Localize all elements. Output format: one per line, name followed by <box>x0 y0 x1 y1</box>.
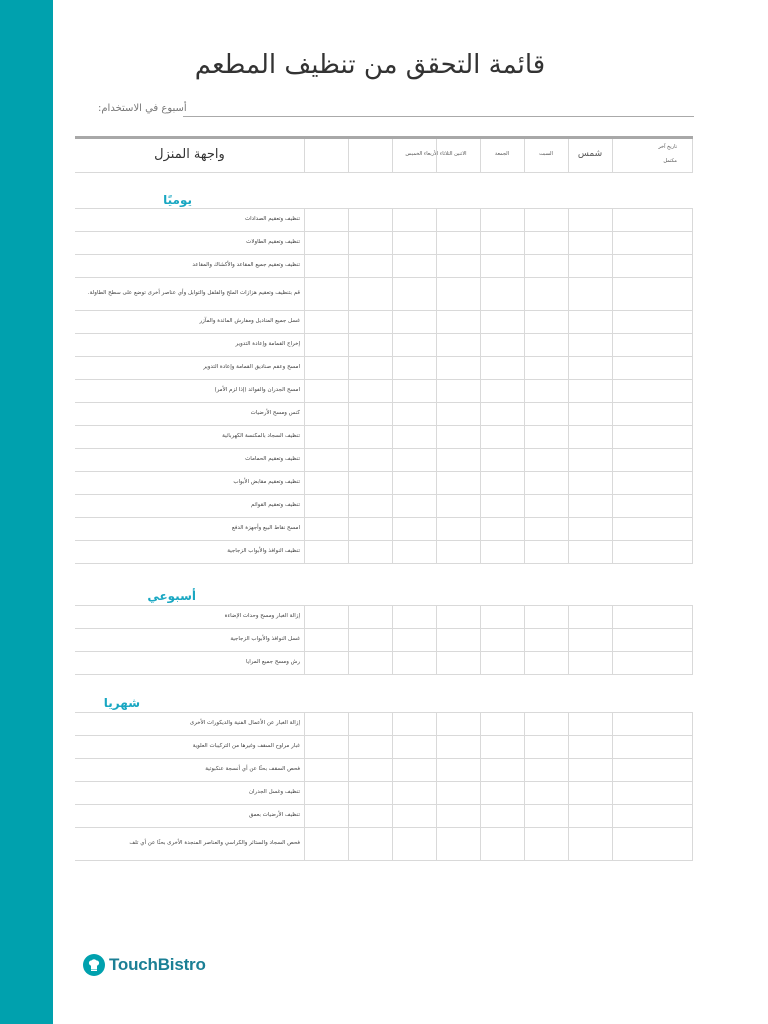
check-cell[interactable] <box>348 379 392 402</box>
check-cell[interactable] <box>524 402 568 425</box>
check-cell[interactable] <box>524 735 568 758</box>
check-cell[interactable] <box>568 310 612 333</box>
table-row <box>75 605 693 628</box>
check-cell[interactable] <box>304 517 348 540</box>
check-cell[interactable] <box>348 448 392 471</box>
check-cell[interactable] <box>436 827 480 860</box>
check-cell[interactable] <box>436 333 480 356</box>
check-cell[interactable] <box>392 712 436 735</box>
check-cell[interactable] <box>392 333 436 356</box>
task-label: تنظيف الأرضيات بعمق <box>248 811 300 818</box>
check-cell[interactable] <box>436 804 480 827</box>
date-complete-cell[interactable] <box>612 333 693 356</box>
check-cell[interactable] <box>568 471 612 494</box>
table-row <box>75 827 693 860</box>
check-cell[interactable] <box>436 379 480 402</box>
check-cell[interactable] <box>304 402 348 425</box>
row-divider <box>75 674 693 675</box>
task-label: غسل جميع المناديل ومفارش المائدة والمآزر <box>199 317 300 324</box>
check-cell[interactable] <box>304 804 348 827</box>
check-cell[interactable] <box>480 448 524 471</box>
check-cell[interactable] <box>480 402 524 425</box>
check-cell[interactable] <box>304 356 348 379</box>
task-label: امسح الجدران والفوائد (إذا لزم الأمر) <box>214 386 300 393</box>
check-cell[interactable] <box>524 758 568 781</box>
table-row <box>75 333 693 356</box>
check-cell[interactable] <box>436 540 480 563</box>
date-complete-cell[interactable] <box>612 605 693 628</box>
check-cell[interactable] <box>348 735 392 758</box>
check-cell[interactable] <box>524 712 568 735</box>
check-cell[interactable] <box>480 651 524 674</box>
header-cell <box>568 139 612 172</box>
check-cell[interactable] <box>568 231 612 254</box>
check-cell[interactable] <box>392 379 436 402</box>
check-cell[interactable] <box>480 517 524 540</box>
check-cell[interactable] <box>568 379 612 402</box>
checklist-grid <box>75 208 693 563</box>
check-cell[interactable] <box>524 379 568 402</box>
check-cell[interactable] <box>392 735 436 758</box>
check-cell[interactable] <box>392 448 436 471</box>
check-cell[interactable] <box>524 827 568 860</box>
check-cell[interactable] <box>480 494 524 517</box>
date-complete-cell[interactable] <box>612 231 693 254</box>
check-cell[interactable] <box>392 517 436 540</box>
check-cell[interactable] <box>392 781 436 804</box>
check-cell[interactable] <box>436 254 480 277</box>
check-cell[interactable] <box>436 356 480 379</box>
check-cell[interactable] <box>304 379 348 402</box>
check-cell[interactable] <box>348 827 392 860</box>
task-label: فحص السجاد والستائر والكراسي والعناصر المنجدة الأخرى بحثًا عن أي تلف <box>129 839 300 846</box>
date-complete-cell[interactable] <box>612 651 693 674</box>
logo-text: TouchBistro <box>109 955 206 974</box>
check-cell[interactable] <box>304 735 348 758</box>
date-complete-cell[interactable] <box>612 425 693 448</box>
date-complete-cell[interactable] <box>612 628 693 651</box>
check-cell[interactable] <box>392 540 436 563</box>
check-cell[interactable] <box>348 758 392 781</box>
check-cell[interactable] <box>436 231 480 254</box>
check-cell[interactable] <box>524 277 568 310</box>
check-cell[interactable] <box>436 605 480 628</box>
check-cell[interactable] <box>524 471 568 494</box>
check-cell[interactable] <box>524 804 568 827</box>
task-label: تنظيف وتعقيم جميع المقاعد والأكشاك والمقاعد <box>192 261 300 268</box>
task-label: رش ومسح جميع المرايا <box>246 658 300 665</box>
date-complete-cell[interactable] <box>612 540 693 563</box>
check-cell[interactable] <box>480 804 524 827</box>
row-divider <box>75 563 693 564</box>
table-row <box>75 310 693 333</box>
check-cell[interactable] <box>436 628 480 651</box>
task-label: غبار مراوح السقف وغيرها من التركيبات العلوية <box>192 742 300 749</box>
check-cell[interactable] <box>568 540 612 563</box>
table-row <box>75 781 693 804</box>
task-label: تنظيف السجاد بالمكنسة الكهربائية <box>222 432 300 439</box>
check-cell[interactable] <box>480 735 524 758</box>
check-cell[interactable] <box>480 540 524 563</box>
section-title: شهريا <box>103 696 140 710</box>
header-day-friday: الجمعة <box>494 151 510 157</box>
table-row <box>75 356 693 379</box>
check-cell[interactable] <box>480 628 524 651</box>
check-cell[interactable] <box>480 254 524 277</box>
check-cell[interactable] <box>392 231 436 254</box>
date-complete-cell[interactable] <box>612 712 693 735</box>
check-cell[interactable] <box>524 425 568 448</box>
check-cell[interactable] <box>304 651 348 674</box>
check-cell[interactable] <box>304 231 348 254</box>
check-cell[interactable] <box>568 628 612 651</box>
check-cell[interactable] <box>348 540 392 563</box>
check-cell[interactable] <box>480 379 524 402</box>
check-cell[interactable] <box>436 402 480 425</box>
check-cell[interactable] <box>348 402 392 425</box>
check-cell[interactable] <box>304 471 348 494</box>
check-cell[interactable] <box>480 781 524 804</box>
check-cell[interactable] <box>304 448 348 471</box>
table-row <box>75 254 693 277</box>
table-row <box>75 517 693 540</box>
check-cell[interactable] <box>436 735 480 758</box>
header-grid <box>75 136 693 172</box>
check-cell[interactable] <box>348 471 392 494</box>
check-cell[interactable] <box>304 425 348 448</box>
check-cell[interactable] <box>568 425 612 448</box>
check-cell[interactable] <box>348 254 392 277</box>
section-title: أسبوعي <box>147 589 196 603</box>
check-cell[interactable] <box>304 494 348 517</box>
week-input-line[interactable] <box>183 116 694 117</box>
check-cell[interactable] <box>524 208 568 231</box>
check-cell[interactable] <box>436 448 480 471</box>
header-cell <box>348 139 392 172</box>
check-cell[interactable] <box>304 781 348 804</box>
check-cell[interactable] <box>480 356 524 379</box>
check-cell[interactable] <box>304 712 348 735</box>
table-row <box>75 277 693 310</box>
task-label: قم بتنظيف وتعقيم هزازات الملح والفلفل والتوابل وأي عناصر أخرى توضع على سطح الطاولة. <box>87 289 300 296</box>
check-cell[interactable] <box>304 333 348 356</box>
check-cell[interactable] <box>568 735 612 758</box>
date-complete-cell[interactable] <box>612 758 693 781</box>
check-cell[interactable] <box>348 651 392 674</box>
check-cell[interactable] <box>348 712 392 735</box>
check-cell[interactable] <box>480 758 524 781</box>
check-cell[interactable] <box>348 517 392 540</box>
table-row <box>75 402 693 425</box>
check-cell[interactable] <box>304 208 348 231</box>
task-label: تنظيف وتعقيم القوائم <box>250 501 300 508</box>
header-cell <box>392 139 436 172</box>
check-cell[interactable] <box>392 208 436 231</box>
table-row <box>75 628 693 651</box>
sidebar-band <box>0 0 53 1024</box>
date-complete-cell[interactable] <box>612 310 693 333</box>
table-row <box>75 651 693 674</box>
date-complete-cell[interactable] <box>612 517 693 540</box>
task-label: تنظيف النوافذ والأبواب الزجاجية <box>227 547 300 554</box>
check-cell[interactable] <box>480 277 524 310</box>
check-cell[interactable] <box>436 517 480 540</box>
touchbistro-logo <box>83 954 206 976</box>
check-cell[interactable] <box>392 758 436 781</box>
check-cell[interactable] <box>392 827 436 860</box>
check-cell[interactable] <box>348 781 392 804</box>
header-day-sunday: شمس <box>577 149 603 159</box>
check-cell[interactable] <box>436 208 480 231</box>
date-complete-cell[interactable] <box>612 471 693 494</box>
check-cell[interactable] <box>392 277 436 310</box>
header-cell <box>304 139 348 172</box>
page-title: قائمة التحقق من تنظيف المطعم <box>194 50 546 80</box>
task-label: تنظيف وتعقيم مقابض الأبواب <box>233 478 300 485</box>
task-label: إزالة الغبار ومسح وحدات الإضاءة <box>224 612 300 619</box>
check-cell[interactable] <box>304 628 348 651</box>
check-cell[interactable] <box>524 310 568 333</box>
check-cell[interactable] <box>568 448 612 471</box>
table-row <box>75 448 693 471</box>
check-cell[interactable] <box>568 208 612 231</box>
check-cell[interactable] <box>480 310 524 333</box>
check-cell[interactable] <box>436 781 480 804</box>
header-day-saturday: السبت <box>539 151 553 157</box>
check-cell[interactable] <box>348 333 392 356</box>
check-cell[interactable] <box>568 356 612 379</box>
table-row <box>75 231 693 254</box>
header-cell <box>524 139 568 172</box>
check-cell[interactable] <box>436 494 480 517</box>
check-cell[interactable] <box>348 628 392 651</box>
check-cell[interactable] <box>568 277 612 310</box>
date-complete-cell[interactable] <box>612 254 693 277</box>
check-cell[interactable] <box>392 628 436 651</box>
check-cell[interactable] <box>304 540 348 563</box>
check-cell[interactable] <box>348 231 392 254</box>
task-label: إزالة الغبار عن الأعمال الفنية والديكورات الأخرى <box>189 719 300 726</box>
check-cell[interactable] <box>304 310 348 333</box>
check-cell[interactable] <box>524 651 568 674</box>
check-cell[interactable] <box>304 758 348 781</box>
date-complete-cell[interactable] <box>612 827 693 860</box>
check-cell[interactable] <box>480 471 524 494</box>
task-label: امسح وعقم صناديق القمامة وإعادة التدوير <box>203 363 300 370</box>
check-cell[interactable] <box>348 425 392 448</box>
check-cell[interactable] <box>436 651 480 674</box>
check-cell[interactable] <box>524 781 568 804</box>
date-complete-cell[interactable] <box>612 379 693 402</box>
check-cell[interactable] <box>568 827 612 860</box>
check-cell[interactable] <box>348 208 392 231</box>
header-cell <box>436 139 480 172</box>
check-cell[interactable] <box>348 804 392 827</box>
check-cell[interactable] <box>392 471 436 494</box>
date-complete-cell[interactable] <box>612 208 693 231</box>
header-date-line1: تاريخ آخر <box>658 144 677 150</box>
header-cell <box>612 139 693 172</box>
check-cell[interactable] <box>524 494 568 517</box>
table-row <box>75 712 693 735</box>
table-row <box>75 379 693 402</box>
check-cell[interactable] <box>568 517 612 540</box>
check-cell[interactable] <box>392 605 436 628</box>
check-cell[interactable] <box>524 333 568 356</box>
check-cell[interactable] <box>304 605 348 628</box>
check-cell[interactable] <box>304 827 348 860</box>
check-cell[interactable] <box>568 333 612 356</box>
check-cell[interactable] <box>524 628 568 651</box>
check-cell[interactable] <box>480 208 524 231</box>
header-cell <box>480 139 524 172</box>
checklist-grid <box>75 712 693 860</box>
header-section-title: واجهة المنزل <box>154 146 225 162</box>
date-complete-cell[interactable] <box>612 735 693 758</box>
task-label: تنظيف وغسل الجدران <box>248 788 300 795</box>
check-cell[interactable] <box>568 402 612 425</box>
check-cell[interactable] <box>524 517 568 540</box>
table-row <box>75 425 693 448</box>
check-cell[interactable] <box>568 605 612 628</box>
check-cell[interactable] <box>568 254 612 277</box>
check-cell[interactable] <box>480 333 524 356</box>
check-cell[interactable] <box>524 448 568 471</box>
check-cell[interactable] <box>480 425 524 448</box>
check-cell[interactable] <box>392 494 436 517</box>
check-cell[interactable] <box>392 425 436 448</box>
check-cell[interactable] <box>568 804 612 827</box>
date-complete-cell[interactable] <box>612 804 693 827</box>
date-complete-cell[interactable] <box>612 356 693 379</box>
week-label: أسبوع في الاستخدام: <box>98 103 187 114</box>
check-cell[interactable] <box>436 310 480 333</box>
check-cell[interactable] <box>348 605 392 628</box>
header-bottom-rule <box>75 172 693 173</box>
date-complete-cell[interactable] <box>612 402 693 425</box>
check-cell[interactable] <box>480 827 524 860</box>
check-cell[interactable] <box>392 310 436 333</box>
check-cell[interactable] <box>436 712 480 735</box>
check-cell[interactable] <box>568 758 612 781</box>
table-row <box>75 735 693 758</box>
task-label: فحص السقف بحثًا عن أي أنسجة عنكبوتية <box>205 765 300 772</box>
check-cell[interactable] <box>480 231 524 254</box>
section-title: يوميًا <box>163 193 192 207</box>
row-divider <box>75 860 693 861</box>
check-cell[interactable] <box>568 781 612 804</box>
table-row <box>75 540 693 563</box>
task-label: إخراج القمامة وإعادة التدوير <box>235 340 300 347</box>
header-date-line2: مكتمل <box>663 158 677 164</box>
check-cell[interactable] <box>524 231 568 254</box>
date-complete-cell[interactable] <box>612 277 693 310</box>
check-cell[interactable] <box>392 402 436 425</box>
check-cell[interactable] <box>436 758 480 781</box>
header-days-weekdays: الاثنين الثلاثاء الأربعاء الخميس <box>405 151 467 157</box>
checklist-grid <box>75 605 693 674</box>
check-cell[interactable] <box>436 425 480 448</box>
check-cell[interactable] <box>568 651 612 674</box>
check-cell[interactable] <box>524 356 568 379</box>
check-cell[interactable] <box>392 254 436 277</box>
task-label: تنظيف وتعقيم الحمامات <box>245 455 300 462</box>
task-label: تنظيف وتعقيم الطاولات <box>246 238 300 245</box>
table-row <box>75 804 693 827</box>
check-cell[interactable] <box>480 605 524 628</box>
check-cell[interactable] <box>348 356 392 379</box>
check-cell[interactable] <box>436 471 480 494</box>
chef-hat-icon <box>83 954 105 976</box>
task-label: كنس ومسح الأرضيات <box>250 409 300 416</box>
task-label: امسح نقاط البيع وأجهزة الدفع <box>231 524 300 531</box>
check-cell[interactable] <box>304 277 348 310</box>
table-row <box>75 758 693 781</box>
date-complete-cell[interactable] <box>612 494 693 517</box>
check-cell[interactable] <box>392 651 436 674</box>
date-complete-cell[interactable] <box>612 781 693 804</box>
date-complete-cell[interactable] <box>612 448 693 471</box>
check-cell[interactable] <box>348 277 392 310</box>
table-row <box>75 471 693 494</box>
check-cell[interactable] <box>568 494 612 517</box>
check-cell[interactable] <box>524 605 568 628</box>
check-cell[interactable] <box>392 356 436 379</box>
check-cell[interactable] <box>392 804 436 827</box>
check-cell[interactable] <box>568 712 612 735</box>
check-cell[interactable] <box>524 540 568 563</box>
check-cell[interactable] <box>304 254 348 277</box>
check-cell[interactable] <box>436 277 480 310</box>
task-label: تنظيف وتعقيم الصدادات <box>244 215 300 222</box>
table-row <box>75 494 693 517</box>
table-row <box>75 208 693 231</box>
task-label: غسل النوافذ والأبواب الزجاجية <box>230 635 300 642</box>
check-cell[interactable] <box>524 254 568 277</box>
check-cell[interactable] <box>348 494 392 517</box>
check-cell[interactable] <box>480 712 524 735</box>
check-cell[interactable] <box>348 310 392 333</box>
